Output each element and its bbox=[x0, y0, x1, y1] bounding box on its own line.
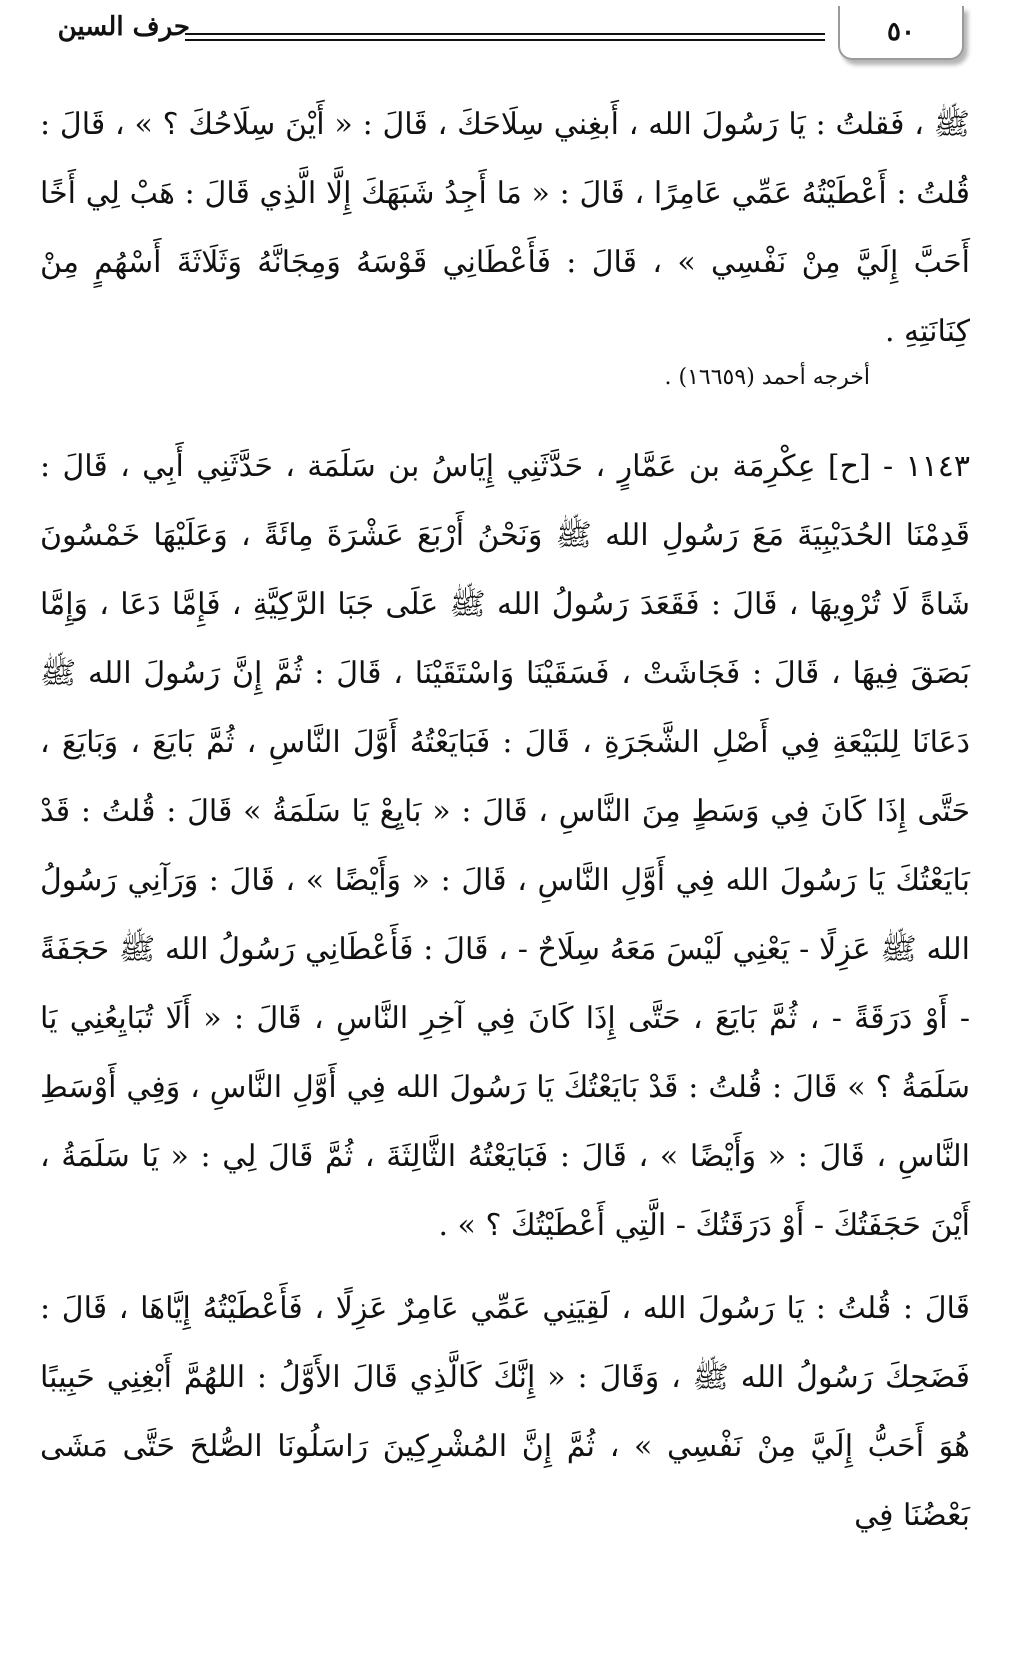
source-citation: أخرجه أحمد (١٦٦٥٩) . bbox=[664, 365, 870, 390]
page-body bbox=[40, 90, 970, 1550]
hadith-continuation-paragraph: ﷺ ، فَقلتُ : يَا رَسُولَ الله ، أَبغِني سِلَاحَكَ ، قَالَ : « أَيْنَ سِلَاحُكَ ؟ » ، قَالَ : قُلتُ : أَعْطَيْتُهُ عَمِّي عَامِرًا ، قَالَ : « مَا أَجِدُ شَبَهَكَ إِلَّا الَّذِي قَالَ : هَبْ لِي أَخًا أَحَبَّ إِلَيَّ مِنْ نَفْسِي » ، قَالَ : فَأَعْطَانِي قَوْسَهُ وَمِجَانَّهُ وَثَلَاثَةَ أَسْهُمٍ مِنْ كِنَانَتِهِ . bbox=[40, 107, 970, 349]
chapter-title: حرف السين bbox=[57, 12, 190, 42]
header-double-rule bbox=[185, 33, 825, 41]
hadith-1143-paragraph: ١١٤٣ - [ح] عِكْرِمَة بن عَمَّارٍ ، حَدَّثَنِي إِيَاسُ بن سَلَمَة ، حَدَّثَنِي أَبِي ، قَالَ : قَدِمْنَا الحُدَيْبِيَةَ مَعَ رَسُولِ الله ﷺ وَنَحْنُ أَرْبَعَ عَشْرَةَ مِائَةً ، وَعَلَيْهَا خَمْسُونَ شَاةً لَا تُرْوِيهَا ، قَالَ : فَقَعَدَ رَسُولُ الله ﷺ عَلَى جَبَا الرَّكِيَّةِ ، فَإِمَّا دَعَا ، وَإِمَّا بَصَقَ فِيهَا ، قَالَ : فَجَاشَتْ ، فَسَقَيْنَا وَاسْتَقَيْنَا ، قَالَ : ثُمَّ إِنَّ رَسُولَ الله ﷺ دَعَانَا لِلبَيْعَةِ فِي أَصْلِ الشَّجَرَةِ ، قَالَ : فَبَايَعْتُهُ أَوَّلَ النَّاسِ ، ثُمَّ بَايَعَ ، وَبَايَعَ ، حَتَّى إِذَا كَانَ فِي وَسَطٍ مِنَ النَّاسِ ، قَالَ : « بَايِعْ يَا سَلَمَةُ » قَالَ : قُلتُ : قَدْ بَايَعْتُكَ يَا رَسُولَ الله فِي أَوَّلِ النَّاسِ ، قَالَ : « وَأَيْضًا » ، قَالَ : وَرَآنِي رَسُولُ الله ﷺ عَزِلًا - يَعْنِي لَيْسَ مَعَهُ سِلَاحٌ - ، قَالَ : فَأَعْطَانِي رَسُولُ الله ﷺ حَجَفَةً - أَوْ دَرَقَةً - ، ثُمَّ بَايَعَ ، حَتَّى إِذَا كَانَ فِي آخِرِ النَّاسِ ، قَالَ : « أَلَا تُبَايِعُنِي يَا سَلَمَةُ ؟ » قَالَ : قُلتُ : قَدْ بَايَعْتُكَ يَا رَسُولَ الله فِي أَوَّلِ النَّاسِ ، وَفِي أَوْسَطِ النَّاسِ ، قَالَ : « وَأَيْضًا » ، قَالَ : فَبَايَعْتُهُ الثَّالِثَةَ ، ثُمَّ قَالَ لِي : « يَا سَلَمَةُ ، أَيْنَ حَجَفَتُكَ - أَوْ دَرَقَتُكَ - الَّتِي أَعْطَيْتُكَ ؟ » . bbox=[40, 449, 970, 1243]
page-number: ٥٠ bbox=[838, 6, 964, 60]
hadith-1143-continuation-paragraph: قَالَ : قُلتُ : يَا رَسُولَ الله ، لَقِيَنِي عَمِّي عَامِرٌ عَزِلًا ، فَأَعْطَيْتُهُ إِيَّاهَا ، قَالَ : فَضَحِكَ رَسُولُ الله ﷺ ، وَقَالَ : « إِنَّكَ كَالَّذِي قَالَ الأَوَّلُ : اللهُمَّ أَبْغِنِي حَبِيبًا هُوَ أَحَبُّ إِلَيَّ مِنْ نَفْسِي » ، ثُمَّ إِنَّ المُشْرِكِينَ رَاسَلُونَا الصُّلحَ حَتَّى مَشَى بَعْضُنَا فِي bbox=[40, 1291, 970, 1533]
page-header bbox=[0, 0, 1010, 80]
